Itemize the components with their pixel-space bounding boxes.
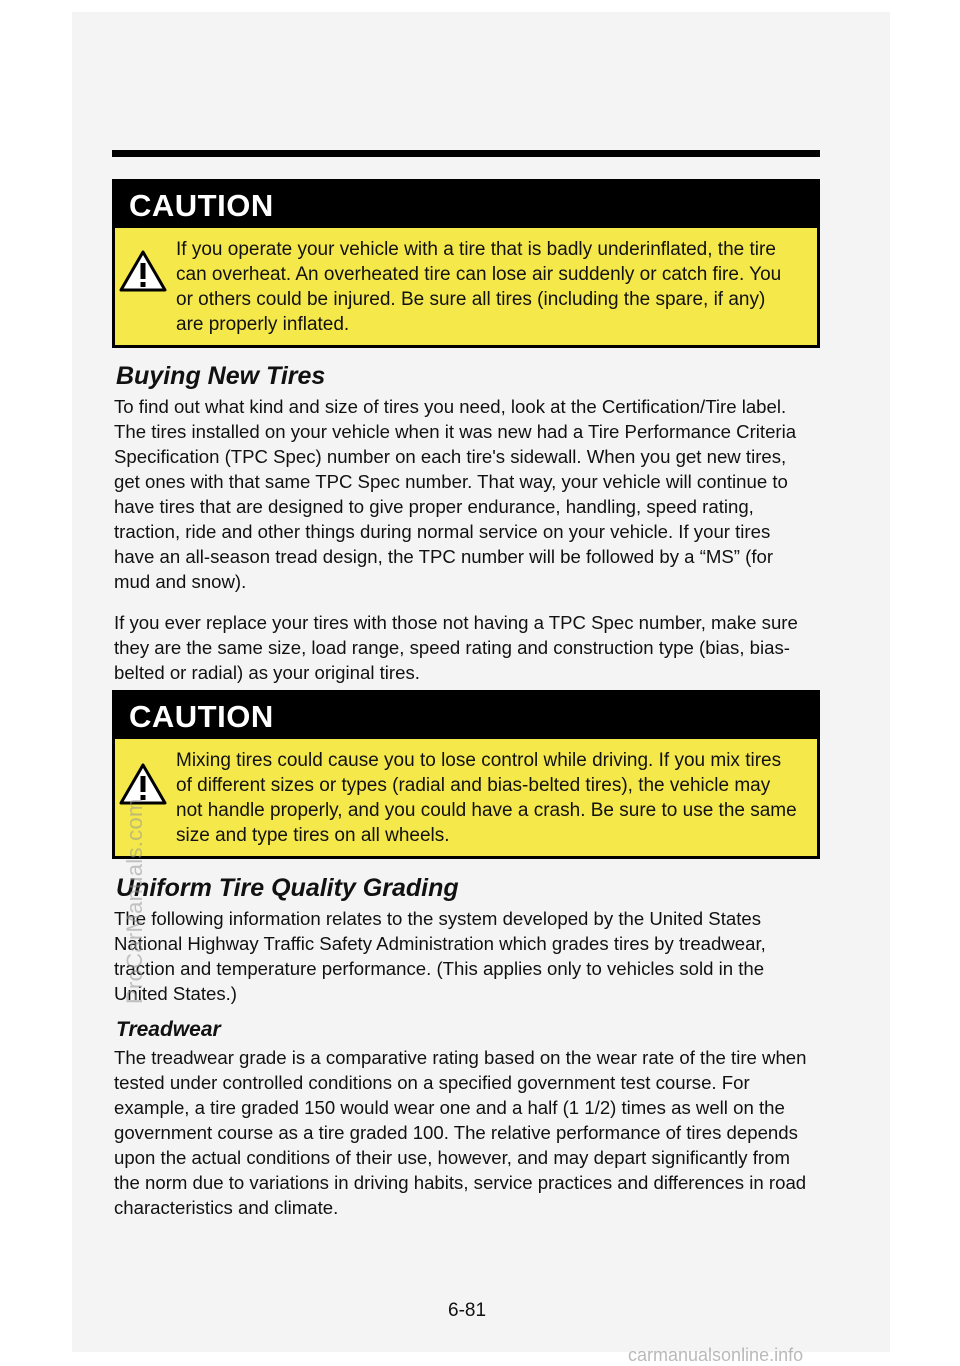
subsection-heading-treadwear: Treadwear xyxy=(116,1018,221,1041)
page-number: 6-81 xyxy=(448,1300,487,1321)
watermark-bottom: carmanualsonline.info xyxy=(628,1345,804,1365)
paragraph-treadwear: The treadwear grade is a comparative rating based on the wear rate of the tire when tested under controlled conditions on a specified government test course. For example, a tire graded 150 would wear one and a half (1 1/2) times as well on the government course as a tire graded 100. The relative performance of tires depends upon the actual conditions of their use, however, and may depart significantly from the norm due to variations in driving habits, service practices and differences in road characteristics and climate. xyxy=(114,1047,807,1218)
top-rule xyxy=(112,150,820,157)
paragraph-buying-2: If you ever replace your tires with those not having a TPC Spec number, make sure they are the same size, load range, speed rating and construction type (bias, bias-belted or radial) as your original tires. xyxy=(114,612,798,683)
caution-title: CAUTION xyxy=(115,182,817,228)
section-heading-buying-new-tires: Buying New Tires xyxy=(116,362,326,390)
caution-body xyxy=(115,739,817,856)
caution-title: CAUTION xyxy=(115,693,817,739)
warning-triangle-icon xyxy=(119,250,167,292)
caution-body xyxy=(115,228,817,345)
paragraph-buying-1: To find out what kind and size of tires you need, look at the Certification/Tire label. The tires installed on your vehicle when it was new had a Tire Performance Criteria Specification (TPC Spec) number on each tire's sidewall. When you get new tires, get ones with that same TPC Spec number. That way, your vehicle will continue to have tires that are designed to give proper endurance, handling, speed rating, traction, ride and other things during normal service on your vehicle. If your tires have an all-season tread design, the TPC number will be followed by a “MS” (for mud and snow). xyxy=(114,396,797,592)
caution-text: Mixing tires could cause you to lose control while driving. If you mix tires of different sizes or types (radial and bias-belted tires), the vehicle may not handle properly, and you could have a crash. Be sure to use the same size and type tires on all wheels. xyxy=(176,750,797,846)
section-heading-uniform-grading: Uniform Tire Quality Grading xyxy=(116,874,459,902)
caution-text: If you operate your vehicle with a tire that is badly underinflated, the tire can overheat. An overheated tire can lose air suddenly or catch fire. You or others could be injured. Be sure all tires (including the spare, if any) are properly inflated. xyxy=(176,239,782,335)
caution-box xyxy=(112,690,820,859)
caution-box xyxy=(112,179,820,348)
paragraph-uniform-grading: The following information relates to the system developed by the United States National Highway Traffic Safety Administration which grades tires by treadwear, traction and temperature performance. (This applies only to vehicles sold in the United States.) xyxy=(114,908,766,1004)
watermark-left: ProCarManuals.com xyxy=(122,798,147,1004)
